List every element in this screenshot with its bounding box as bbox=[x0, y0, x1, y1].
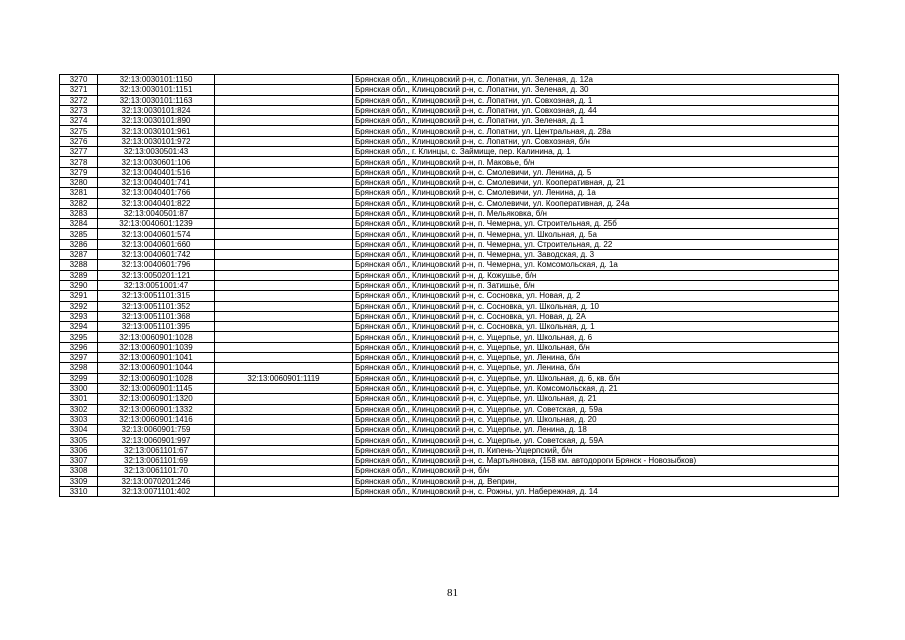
cadastral-number-cell: 32:13:0040601:574 bbox=[98, 229, 215, 239]
cadastral-number-cell: 32:13:0050201:121 bbox=[98, 270, 215, 280]
address-cell: Брянская обл., Клинцовский р-н, с. Сосновка, ул. Новая, д. 2 bbox=[353, 291, 839, 301]
related-cadastral-number-cell bbox=[215, 383, 353, 393]
cadastral-number-cell: 32:13:0030101:824 bbox=[98, 105, 215, 115]
row-number-cell: 3285 bbox=[60, 229, 98, 239]
table-row bbox=[60, 383, 839, 393]
table-row bbox=[60, 363, 839, 373]
row-number-cell: 3297 bbox=[60, 353, 98, 363]
row-number-cell: 3295 bbox=[60, 332, 98, 342]
table-row bbox=[60, 404, 839, 414]
address-cell: Брянская обл., Клинцовский р-н, п. Чемерна, ул. Заводская, д. 3 bbox=[353, 250, 839, 260]
table-row bbox=[60, 75, 839, 85]
table-row bbox=[60, 105, 839, 115]
related-cadastral-number-cell bbox=[215, 250, 353, 260]
cadastral-number-cell: 32:13:0060901:1039 bbox=[98, 342, 215, 352]
row-number-cell: 3301 bbox=[60, 394, 98, 404]
row-number-cell: 3308 bbox=[60, 466, 98, 476]
related-cadastral-number-cell bbox=[215, 116, 353, 126]
row-number-cell: 3274 bbox=[60, 116, 98, 126]
address-cell: Брянская обл., Клинцовский р-н, б/н bbox=[353, 466, 839, 476]
table-row bbox=[60, 311, 839, 321]
row-number-cell: 3270 bbox=[60, 75, 98, 85]
table-row bbox=[60, 425, 839, 435]
address-cell: Брянская обл., Клинцовский р-н, п. Маковье, б/н bbox=[353, 157, 839, 167]
cadastral-number-cell: 32:13:0030501:43 bbox=[98, 147, 215, 157]
cadastral-number-cell: 32:13:0070201:246 bbox=[98, 476, 215, 486]
address-cell: Брянская обл., Клинцовский р-н, с. Ущерпье, ул. Ленина, б/н bbox=[353, 353, 839, 363]
cadastral-number-cell: 32:13:0030101:1163 bbox=[98, 95, 215, 105]
row-number-cell: 3286 bbox=[60, 239, 98, 249]
row-number-cell: 3290 bbox=[60, 280, 98, 290]
related-cadastral-number-cell bbox=[215, 105, 353, 115]
row-number-cell: 3271 bbox=[60, 85, 98, 95]
table-row bbox=[60, 291, 839, 301]
address-cell: Брянская обл., Клинцовский р-н, с. Лопатни, ул. Центральная, д. 28а bbox=[353, 126, 839, 136]
table-row bbox=[60, 219, 839, 229]
related-cadastral-number-cell bbox=[215, 445, 353, 455]
row-number-cell: 3296 bbox=[60, 342, 98, 352]
related-cadastral-number-cell bbox=[215, 332, 353, 342]
related-cadastral-number-cell bbox=[215, 239, 353, 249]
row-number-cell: 3304 bbox=[60, 425, 98, 435]
related-cadastral-number-cell bbox=[215, 208, 353, 218]
cadastral-number-cell: 32:13:0071101:402 bbox=[98, 486, 215, 496]
table-row bbox=[60, 95, 839, 105]
cadastral-number-cell: 32:13:0060901:759 bbox=[98, 425, 215, 435]
related-cadastral-number-cell bbox=[215, 157, 353, 167]
row-number-cell: 3291 bbox=[60, 291, 98, 301]
cadastral-number-cell: 32:13:0060901:1145 bbox=[98, 383, 215, 393]
table-row bbox=[60, 373, 839, 383]
cadastral-number-cell: 32:13:0060901:1028 bbox=[98, 373, 215, 383]
cadastral-number-cell: 32:13:0060901:1044 bbox=[98, 363, 215, 373]
row-number-cell: 3284 bbox=[60, 219, 98, 229]
address-cell: Брянская обл., Клинцовский р-н, п. Затишье, б/н bbox=[353, 280, 839, 290]
related-cadastral-number-cell bbox=[215, 260, 353, 270]
table-row bbox=[60, 322, 839, 332]
cadastral-number-cell: 32:13:0040601:742 bbox=[98, 250, 215, 260]
cadastral-number-cell: 32:13:0040401:516 bbox=[98, 167, 215, 177]
cadastral-number-cell: 32:13:0030101:961 bbox=[98, 126, 215, 136]
related-cadastral-number-cell bbox=[215, 75, 353, 85]
row-number-cell: 3293 bbox=[60, 311, 98, 321]
table-row bbox=[60, 280, 839, 290]
row-number-cell: 3305 bbox=[60, 435, 98, 445]
address-cell: Брянская обл., Клинцовский р-н, с. Ущерпье, ул. Школьная, б/н bbox=[353, 342, 839, 352]
row-number-cell: 3294 bbox=[60, 322, 98, 332]
row-number-cell: 3283 bbox=[60, 208, 98, 218]
table-row bbox=[60, 486, 839, 496]
related-cadastral-number-cell bbox=[215, 425, 353, 435]
related-cadastral-number-cell bbox=[215, 342, 353, 352]
table-row bbox=[60, 301, 839, 311]
related-cadastral-number-cell bbox=[215, 291, 353, 301]
row-number-cell: 3288 bbox=[60, 260, 98, 270]
address-cell: Брянская обл., Клинцовский р-н, с. Ущерпье, ул. Ленина, д. 18 bbox=[353, 425, 839, 435]
row-number-cell: 3307 bbox=[60, 455, 98, 465]
cadastral-number-cell: 32:13:0061101:67 bbox=[98, 445, 215, 455]
related-cadastral-number-cell bbox=[215, 486, 353, 496]
table-row bbox=[60, 455, 839, 465]
address-cell: Брянская обл., Клинцовский р-н, п. Чемерна, ул. Школьная, д. 5а bbox=[353, 229, 839, 239]
table-row bbox=[60, 85, 839, 95]
cadastral-number-cell: 32:13:0060901:1041 bbox=[98, 353, 215, 363]
address-cell: Брянская обл., Клинцовский р-н, с. Ущерпье, ул. Школьная, д. 21 bbox=[353, 394, 839, 404]
address-cell: Брянская обл., г. Клинцы, с. Займище, пер. Калинина, д. 1 bbox=[353, 147, 839, 157]
table-row bbox=[60, 147, 839, 157]
cadastral-number-cell: 32:13:0060901:1320 bbox=[98, 394, 215, 404]
row-number-cell: 3273 bbox=[60, 105, 98, 115]
address-cell: Брянская обл., Клинцовский р-н, с. Лопатни, ул. Совхозная, д. 1 bbox=[353, 95, 839, 105]
address-cell: Брянская обл., Клинцовский р-н, с. Рожны, ул. Набережная, д. 14 bbox=[353, 486, 839, 496]
related-cadastral-number-cell bbox=[215, 466, 353, 476]
cadastral-number-cell: 32:13:0040601:1239 bbox=[98, 219, 215, 229]
address-cell: Брянская обл., Клинцовский р-н, с. Ущерпье, ул. Ленина, б/н bbox=[353, 363, 839, 373]
cadastral-number-cell: 32:13:0060901:1416 bbox=[98, 414, 215, 424]
cadastral-number-cell: 32:13:0051001:47 bbox=[98, 280, 215, 290]
cadastral-number-cell: 32:13:0040501:87 bbox=[98, 208, 215, 218]
related-cadastral-number-cell bbox=[215, 414, 353, 424]
address-cell: Брянская обл., Клинцовский р-н, п. Чемерна, ул. Комсомольская, д. 1а bbox=[353, 260, 839, 270]
table-row bbox=[60, 260, 839, 270]
table-row bbox=[60, 250, 839, 260]
address-cell: Брянская обл., Клинцовский р-н, с. Ущерпье, ул. Школьная, д. 6 bbox=[353, 332, 839, 342]
address-cell: Брянская обл., Клинцовский р-н, п. Кипень-Ущерпский, б/н bbox=[353, 445, 839, 455]
cadastral-number-cell: 32:13:0040401:741 bbox=[98, 177, 215, 187]
cadastral-number-cell: 32:13:0040401:822 bbox=[98, 198, 215, 208]
address-cell: Брянская обл., Клинцовский р-н, с. Ущерпье, ул. Комсомольская, д. 21 bbox=[353, 383, 839, 393]
table-row bbox=[60, 466, 839, 476]
cadastral-number-cell: 32:13:0040401:766 bbox=[98, 188, 215, 198]
related-cadastral-number-cell bbox=[215, 85, 353, 95]
row-number-cell: 3299 bbox=[60, 373, 98, 383]
row-number-cell: 3276 bbox=[60, 136, 98, 146]
row-number-cell: 3272 bbox=[60, 95, 98, 105]
cadastral-number-cell: 32:13:0030101:1150 bbox=[98, 75, 215, 85]
address-cell: Брянская обл., Клинцовский р-н, с. Смолевичи, ул. Кооперативная, д. 21 bbox=[353, 177, 839, 187]
row-number-cell: 3275 bbox=[60, 126, 98, 136]
table-row bbox=[60, 229, 839, 239]
cadastral-number-cell: 32:13:0061101:69 bbox=[98, 455, 215, 465]
related-cadastral-number-cell bbox=[215, 311, 353, 321]
address-cell: Брянская обл., Клинцовский р-н, с. Мартьяновка, (158 км. автодороги Брянск - Новозыбков) bbox=[353, 455, 839, 465]
related-cadastral-number-cell bbox=[215, 167, 353, 177]
address-cell: Брянская обл., Клинцовский р-н, с. Смолевичи, ул. Ленина, д. 1а bbox=[353, 188, 839, 198]
table-row bbox=[60, 342, 839, 352]
table-row bbox=[60, 414, 839, 424]
property-register-table-container bbox=[59, 74, 838, 497]
related-cadastral-number-cell bbox=[215, 280, 353, 290]
row-number-cell: 3292 bbox=[60, 301, 98, 311]
related-cadastral-number-cell bbox=[215, 353, 353, 363]
address-cell: Брянская обл., Клинцовский р-н, с. Сосновка, ул. Школьная, д. 1 bbox=[353, 322, 839, 332]
table-row bbox=[60, 136, 839, 146]
row-number-cell: 3302 bbox=[60, 404, 98, 414]
cadastral-number-cell: 32:13:0060901:1332 bbox=[98, 404, 215, 414]
address-cell: Брянская обл., Клинцовский р-н, с. Смолевичи, ул. Ленина, д. 5 bbox=[353, 167, 839, 177]
cadastral-number-cell: 32:13:0051101:395 bbox=[98, 322, 215, 332]
table-row bbox=[60, 188, 839, 198]
table-row bbox=[60, 445, 839, 455]
row-number-cell: 3281 bbox=[60, 188, 98, 198]
row-number-cell: 3309 bbox=[60, 476, 98, 486]
related-cadastral-number-cell bbox=[215, 476, 353, 486]
row-number-cell: 3306 bbox=[60, 445, 98, 455]
address-cell: Брянская обл., Клинцовский р-н, с. Ущерпье, ул. Школьная, д. 20 bbox=[353, 414, 839, 424]
cadastral-number-cell: 32:13:0060901:997 bbox=[98, 435, 215, 445]
related-cadastral-number-cell bbox=[215, 198, 353, 208]
address-cell: Брянская обл., Клинцовский р-н, п. Чемерна, ул. Строительная, д. 25б bbox=[353, 219, 839, 229]
related-cadastral-number-cell bbox=[215, 147, 353, 157]
cadastral-number-cell: 32:13:0051101:368 bbox=[98, 311, 215, 321]
table-body bbox=[60, 75, 839, 497]
cadastral-number-cell: 32:13:0051101:315 bbox=[98, 291, 215, 301]
row-number-cell: 3279 bbox=[60, 167, 98, 177]
table-row bbox=[60, 116, 839, 126]
related-cadastral-number-cell bbox=[215, 455, 353, 465]
table-row bbox=[60, 126, 839, 136]
address-cell: Брянская обл., Клинцовский р-н, с. Лопатни, ул. Совхозная, д. 44 bbox=[353, 105, 839, 115]
related-cadastral-number-cell bbox=[215, 394, 353, 404]
cadastral-number-cell: 32:13:0030601:106 bbox=[98, 157, 215, 167]
address-cell: Брянская обл., Клинцовский р-н, п. Чемерна, ул. Строительная, д. 22 bbox=[353, 239, 839, 249]
related-cadastral-number-cell bbox=[215, 270, 353, 280]
table-row bbox=[60, 270, 839, 280]
address-cell: Брянская обл., Клинцовский р-н, с. Ущерпье, ул. Школьная, д. 6, кв. б/н bbox=[353, 373, 839, 383]
related-cadastral-number-cell bbox=[215, 126, 353, 136]
related-cadastral-number-cell bbox=[215, 136, 353, 146]
row-number-cell: 3282 bbox=[60, 198, 98, 208]
related-cadastral-number-cell bbox=[215, 95, 353, 105]
related-cadastral-number-cell bbox=[215, 322, 353, 332]
table-row bbox=[60, 208, 839, 218]
cadastral-number-cell: 32:13:0040601:796 bbox=[98, 260, 215, 270]
address-cell: Брянская обл., Клинцовский р-н, с. Сосновка, ул. Новая, д. 2А bbox=[353, 311, 839, 321]
row-number-cell: 3277 bbox=[60, 147, 98, 157]
row-number-cell: 3310 bbox=[60, 486, 98, 496]
table-row bbox=[60, 157, 839, 167]
table-row bbox=[60, 353, 839, 363]
address-cell: Брянская обл., Клинцовский р-н, д. Кожушье, б/н bbox=[353, 270, 839, 280]
related-cadastral-number-cell bbox=[215, 404, 353, 414]
related-cadastral-number-cell: 32:13:0060901:1119 bbox=[215, 373, 353, 383]
table-row bbox=[60, 167, 839, 177]
address-cell: Брянская обл., Клинцовский р-н, с. Лопатни, ул. Зеленая, д. 30 bbox=[353, 85, 839, 95]
page-number: 81 bbox=[447, 587, 458, 599]
row-number-cell: 3287 bbox=[60, 250, 98, 260]
row-number-cell: 3289 bbox=[60, 270, 98, 280]
related-cadastral-number-cell bbox=[215, 435, 353, 445]
address-cell: Брянская обл., Клинцовский р-н, с. Лопатни, ул. Зеленая, д. 1 bbox=[353, 116, 839, 126]
related-cadastral-number-cell bbox=[215, 363, 353, 373]
table-row bbox=[60, 435, 839, 445]
related-cadastral-number-cell bbox=[215, 301, 353, 311]
address-cell: Брянская обл., Клинцовский р-н, п. Мельяковка, б/н bbox=[353, 208, 839, 218]
related-cadastral-number-cell bbox=[215, 219, 353, 229]
related-cadastral-number-cell bbox=[215, 229, 353, 239]
cadastral-number-cell: 32:13:0051101:352 bbox=[98, 301, 215, 311]
cadastral-number-cell: 32:13:0030101:1151 bbox=[98, 85, 215, 95]
cadastral-number-cell: 32:13:0030101:890 bbox=[98, 116, 215, 126]
related-cadastral-number-cell bbox=[215, 177, 353, 187]
address-cell: Брянская обл., Клинцовский р-н, д. Веприн, bbox=[353, 476, 839, 486]
property-register-table bbox=[59, 74, 839, 497]
table-row bbox=[60, 198, 839, 208]
table-row bbox=[60, 394, 839, 404]
address-cell: Брянская обл., Клинцовский р-н, с. Смолевичи, ул. Кооперативная, д. 24а bbox=[353, 198, 839, 208]
cadastral-number-cell: 32:13:0040601:660 bbox=[98, 239, 215, 249]
address-cell: Брянская обл., Клинцовский р-н, с. Ущерпье, ул. Советская, д. 59А bbox=[353, 435, 839, 445]
cadastral-number-cell: 32:13:0030101:972 bbox=[98, 136, 215, 146]
table-row bbox=[60, 177, 839, 187]
row-number-cell: 3298 bbox=[60, 363, 98, 373]
row-number-cell: 3280 bbox=[60, 177, 98, 187]
cadastral-number-cell: 32:13:0060901:1028 bbox=[98, 332, 215, 342]
table-row bbox=[60, 239, 839, 249]
row-number-cell: 3278 bbox=[60, 157, 98, 167]
row-number-cell: 3300 bbox=[60, 383, 98, 393]
cadastral-number-cell: 32:13:0061101:70 bbox=[98, 466, 215, 476]
related-cadastral-number-cell bbox=[215, 188, 353, 198]
address-cell: Брянская обл., Клинцовский р-н, с. Ущерпье, ул. Советская, д. 59а bbox=[353, 404, 839, 414]
row-number-cell: 3303 bbox=[60, 414, 98, 424]
address-cell: Брянская обл., Клинцовский р-н, с. Лопатни, ул. Зеленая, д. 12а bbox=[353, 75, 839, 85]
address-cell: Брянская обл., Клинцовский р-н, с. Сосновка, ул. Школьная, д. 10 bbox=[353, 301, 839, 311]
table-row bbox=[60, 476, 839, 486]
address-cell: Брянская обл., Клинцовский р-н, с. Лопатни, ул. Совхозная, б/н bbox=[353, 136, 839, 146]
table-row bbox=[60, 332, 839, 342]
